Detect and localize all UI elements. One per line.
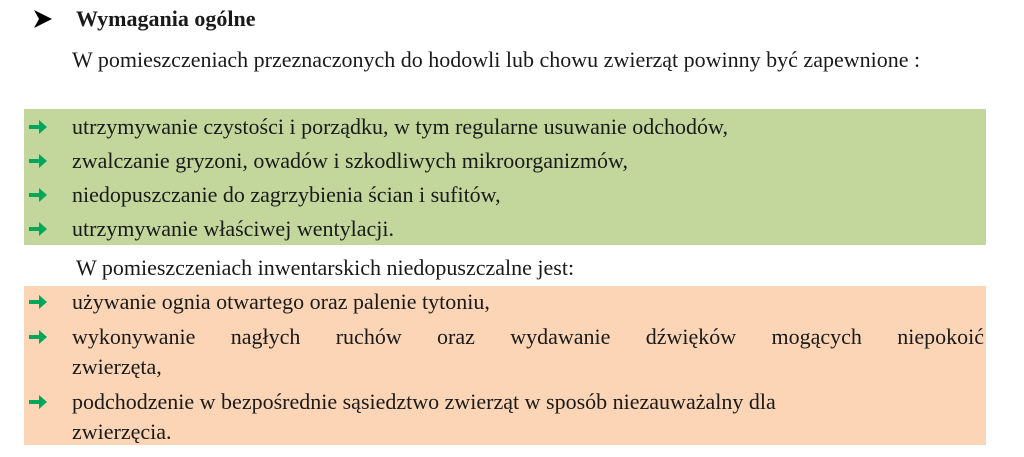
green-arrow-right-icon [28, 394, 48, 410]
green-arrow-right-icon [28, 153, 48, 169]
green-arrow-right-icon [28, 119, 48, 135]
intro-paragraph: W pomieszczeniach przeznaczonych do hodowli lub chowu zwierząt powinny być zapewnione : [72, 47, 921, 72]
list-item-text: niedopuszczanie do zagrzybienia ścian i sufitów, [72, 182, 501, 207]
section-heading [32, 3, 255, 35]
prohibited-intro: W pomieszczeniach inwentarskich niedopuszczalne jest: [76, 255, 575, 280]
list-item-text: utrzymywanie czystości i porządku, w tym regularne usuwanie odchodów, [72, 114, 728, 139]
list-item-text: zwalczanie gryzoni, owadów i szkodliwych mikroorganizmów, [72, 148, 628, 173]
list-item-text: utrzymywanie właściwej wentylacji. [72, 216, 394, 241]
list-item-text: podchodzenie w bezpośrednie sąsiedztwo zwierząt w sposób niezauważalny dla [72, 389, 776, 414]
green-arrow-right-icon [28, 187, 48, 203]
green-arrow-right-icon [28, 329, 48, 345]
list-item-text-continuation: zwierzęta, [72, 354, 162, 379]
required-list-panel [24, 109, 986, 245]
green-arrow-right-icon [28, 221, 48, 237]
section-title: Wymagania ogólne [76, 6, 256, 31]
list-item-text: wykonywanie nagłych ruchów oraz wydawanie dźwięków mogących niepokoić [72, 324, 984, 349]
arrowhead-bullet-icon [32, 8, 54, 30]
list-item-text-continuation: zwierzęcia. [72, 419, 172, 444]
list-item-text: używanie ognia otwartego oraz palenie tytoniu, [72, 289, 490, 314]
prohibited-list-panel [24, 286, 986, 445]
green-arrow-right-icon [28, 294, 48, 310]
